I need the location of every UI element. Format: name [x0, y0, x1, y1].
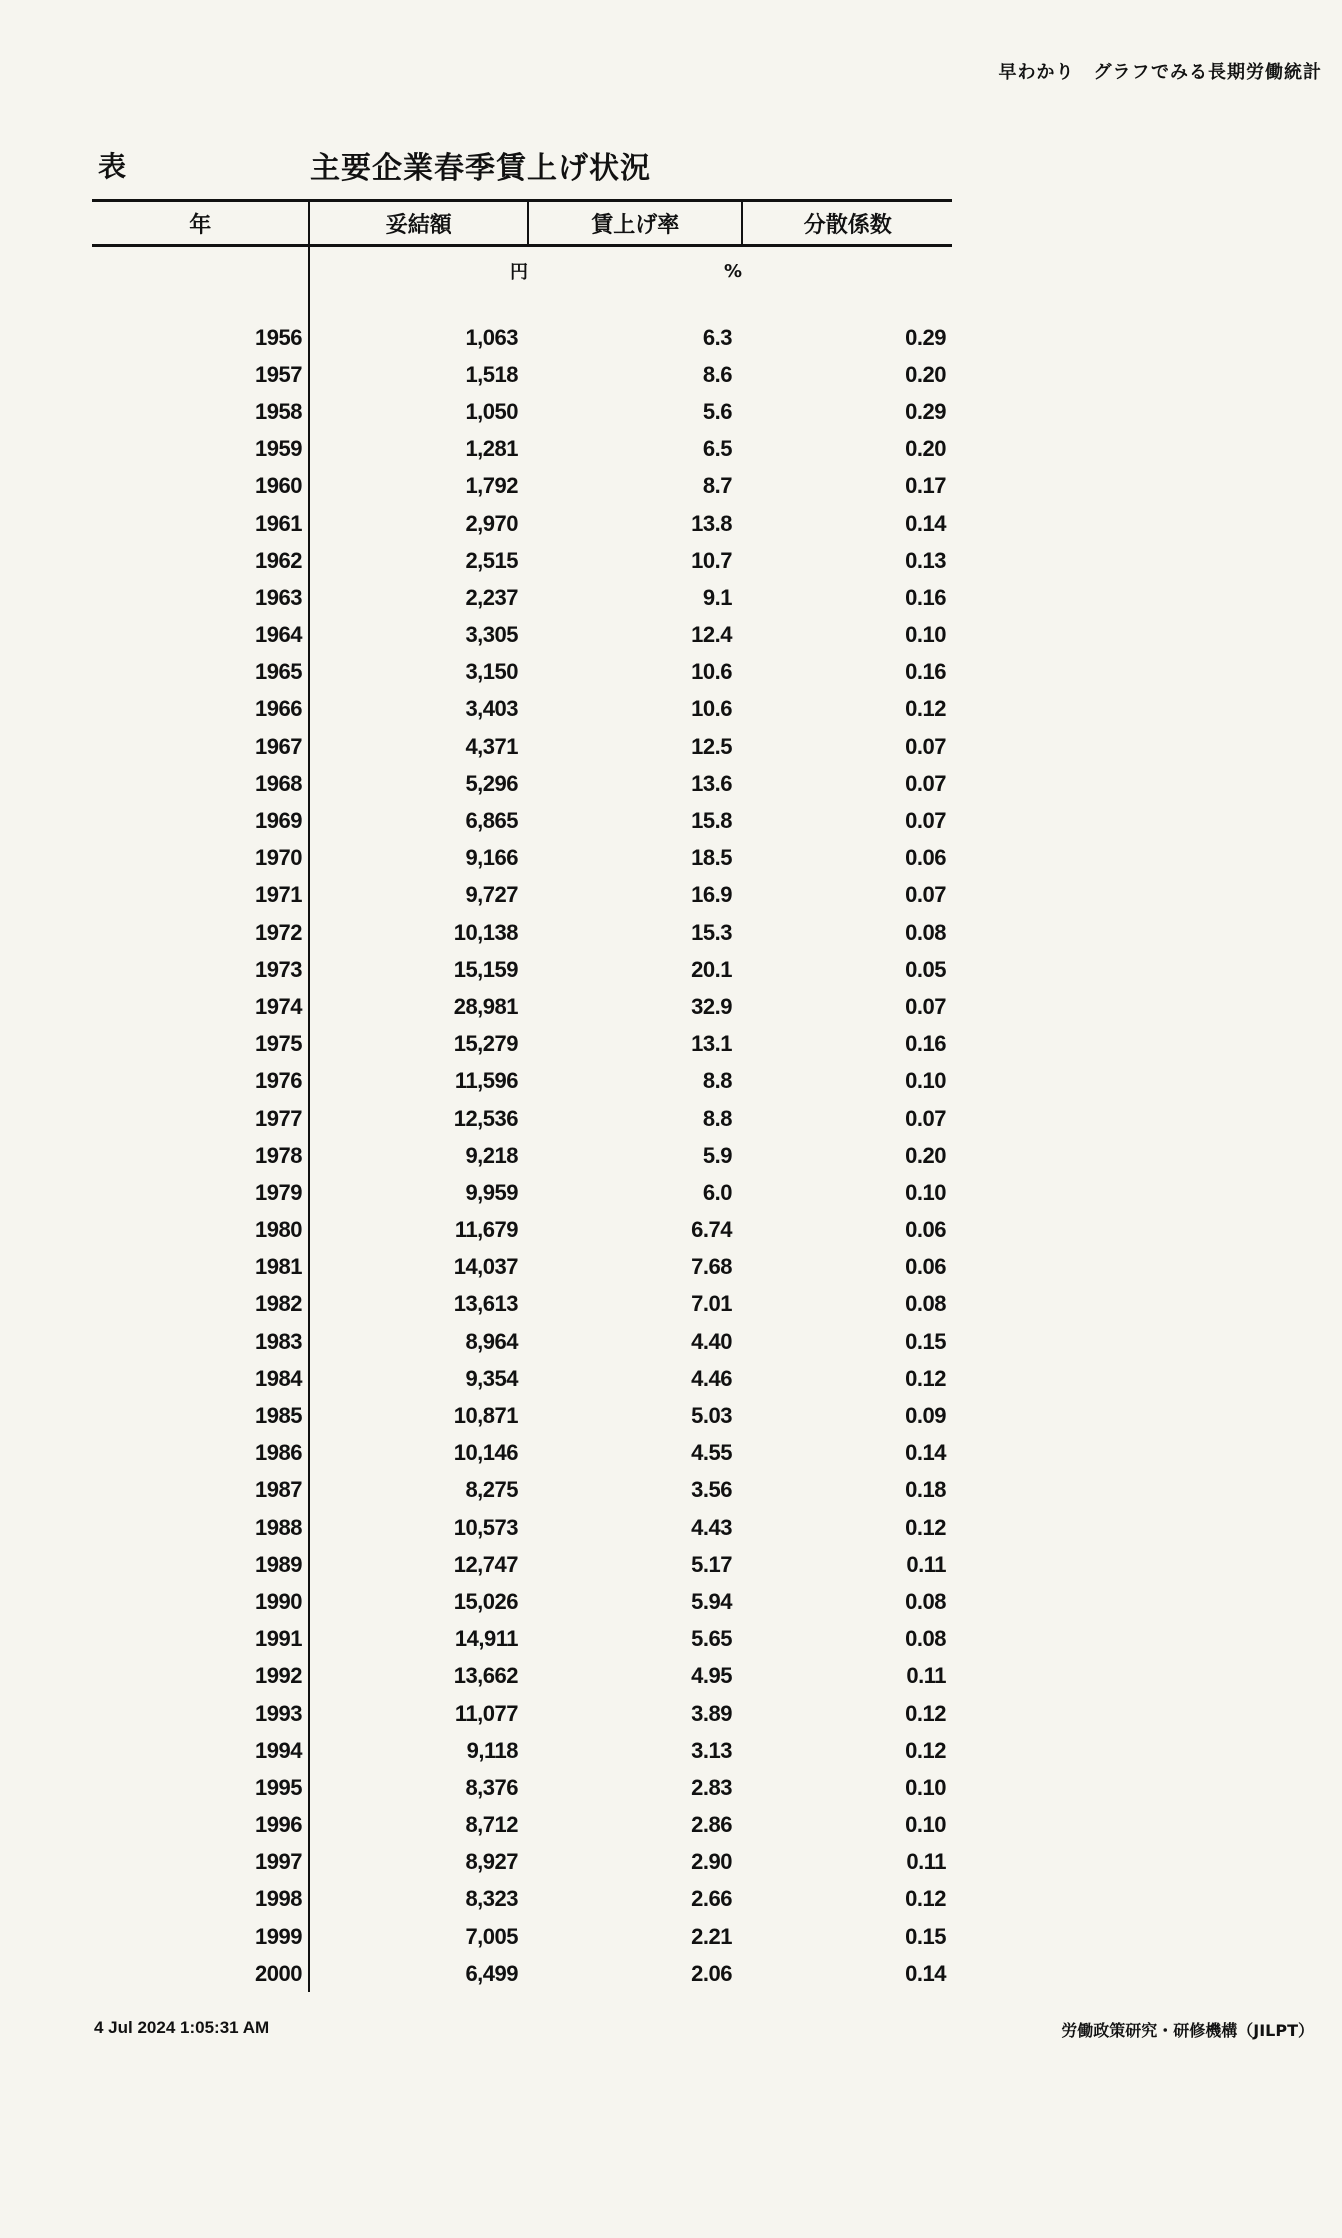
table-row — [92, 468, 952, 505]
cell-rate: 15.3 — [691, 919, 732, 945]
cell-rate: 16.9 — [691, 882, 732, 908]
cell-year: 1990 — [255, 1588, 302, 1614]
table-row — [92, 431, 952, 468]
cell-rate: 10.6 — [691, 659, 732, 685]
cell-dispersion: 0.13 — [905, 547, 946, 573]
cell-rate: 32.9 — [691, 993, 732, 1019]
cell-amount: 14,037 — [453, 1254, 518, 1280]
cell-dispersion: 0.07 — [905, 808, 946, 834]
cell-rate: 5.17 — [691, 1551, 732, 1577]
cell-rate: 10.6 — [691, 696, 732, 722]
cell-year: 1958 — [255, 398, 302, 424]
cell-rate: 9.1 — [702, 584, 732, 610]
cell-dispersion: 0.07 — [905, 993, 946, 1019]
cell-dispersion: 0.07 — [905, 882, 946, 908]
cell-dispersion: 0.07 — [905, 733, 946, 759]
cell-rate: 8.8 — [702, 1105, 732, 1131]
cell-rate: 4.46 — [691, 1365, 732, 1391]
cell-dispersion: 0.16 — [905, 1031, 946, 1057]
cell-rate: 8.6 — [702, 361, 732, 387]
cell-rate: 4.40 — [691, 1328, 732, 1354]
cell-amount: 1,518 — [465, 361, 518, 387]
column-header-amount: 妥結額 — [308, 202, 526, 244]
cell-dispersion: 0.06 — [905, 845, 946, 871]
cell-year: 1998 — [255, 1886, 302, 1912]
cell-amount: 9,354 — [465, 1365, 518, 1391]
cell-rate: 2.21 — [691, 1923, 732, 1949]
cell-year: 1966 — [255, 696, 302, 722]
cell-rate: 13.1 — [691, 1031, 732, 1057]
cell-amount: 12,536 — [453, 1105, 518, 1131]
cell-rate: 7.01 — [691, 1291, 732, 1317]
cell-amount: 10,871 — [453, 1403, 518, 1429]
cell-dispersion: 0.17 — [905, 473, 946, 499]
cell-dispersion: 0.10 — [905, 1812, 946, 1838]
cell-dispersion: 0.20 — [905, 361, 946, 387]
table-row — [92, 1063, 952, 1100]
table-title: 主要企業春季賃上げ状況 — [310, 151, 651, 186]
table-row — [92, 802, 952, 839]
cell-amount: 10,146 — [453, 1440, 518, 1466]
cell-dispersion: 0.05 — [905, 956, 946, 982]
cell-amount: 15,159 — [453, 956, 518, 982]
cell-rate: 6.74 — [691, 1217, 732, 1243]
cell-rate: 10.7 — [691, 547, 732, 573]
cell-rate: 5.94 — [691, 1588, 732, 1614]
cell-amount: 3,150 — [465, 659, 518, 685]
table-row — [92, 617, 952, 654]
cell-year: 1962 — [255, 547, 302, 573]
cell-dispersion: 0.14 — [905, 1440, 946, 1466]
cell-year: 1963 — [255, 584, 302, 610]
column-header-dispersion: 分散係数 — [741, 202, 952, 244]
cell-dispersion: 0.10 — [905, 1179, 946, 1205]
table-header-row — [92, 199, 952, 247]
cell-year: 1957 — [255, 361, 302, 387]
cell-rate: 12.4 — [691, 622, 732, 648]
table-row — [92, 1881, 952, 1918]
table-row — [92, 319, 952, 356]
cell-rate: 3.56 — [691, 1477, 732, 1503]
cell-year: 1964 — [255, 622, 302, 648]
cell-dispersion: 0.06 — [905, 1217, 946, 1243]
table-row — [92, 1397, 952, 1434]
cell-amount: 2,237 — [465, 584, 518, 610]
table-row — [92, 1955, 952, 1992]
cell-amount: 8,376 — [465, 1774, 518, 1800]
table-row — [92, 654, 952, 691]
cell-rate: 2.66 — [691, 1886, 732, 1912]
cell-amount: 6,865 — [465, 808, 518, 834]
table-row — [92, 1769, 952, 1806]
cell-rate: 7.68 — [691, 1254, 732, 1280]
table-row — [92, 356, 952, 393]
cell-year: 1974 — [255, 993, 302, 1019]
table-rows — [92, 295, 952, 1992]
cell-dispersion: 0.11 — [906, 1663, 946, 1689]
cell-year: 1981 — [255, 1254, 302, 1280]
table-row — [92, 1174, 952, 1211]
table-row — [92, 1435, 952, 1472]
cell-year: 1977 — [255, 1105, 302, 1131]
cell-amount: 10,138 — [453, 919, 518, 945]
cell-dispersion: 0.08 — [905, 1588, 946, 1614]
cell-amount: 6,499 — [465, 1960, 518, 1986]
table-row — [92, 1472, 952, 1509]
cell-year: 1985 — [255, 1403, 302, 1429]
cell-rate: 2.06 — [691, 1960, 732, 1986]
cell-dispersion: 0.18 — [905, 1477, 946, 1503]
cell-dispersion: 0.09 — [905, 1403, 946, 1429]
cell-year: 1993 — [255, 1700, 302, 1726]
cell-year: 1969 — [255, 808, 302, 834]
cell-dispersion: 0.12 — [905, 696, 946, 722]
cell-rate: 3.89 — [691, 1700, 732, 1726]
cell-year: 1960 — [255, 473, 302, 499]
table-label: 表 — [98, 150, 127, 183]
column-header-year: 年 — [189, 212, 212, 238]
cell-dispersion: 0.07 — [905, 770, 946, 796]
cell-dispersion: 0.11 — [906, 1551, 946, 1577]
cell-dispersion: 0.12 — [905, 1700, 946, 1726]
cell-amount: 7,005 — [465, 1923, 518, 1949]
cell-amount: 10,573 — [453, 1514, 518, 1540]
cell-amount: 9,166 — [465, 845, 518, 871]
cell-amount: 9,727 — [465, 882, 518, 908]
table-row — [92, 951, 952, 988]
table-row — [92, 1546, 952, 1583]
cell-year: 1987 — [255, 1477, 302, 1503]
cell-amount: 11,596 — [454, 1068, 518, 1094]
cell-dispersion: 0.10 — [905, 622, 946, 648]
unit-yen: 円 — [510, 262, 528, 283]
table-row — [92, 1360, 952, 1397]
cell-dispersion: 0.29 — [905, 398, 946, 424]
wage-table — [92, 199, 952, 1992]
cell-rate: 12.5 — [691, 733, 732, 759]
cell-amount: 1,063 — [465, 324, 518, 350]
table-row — [92, 1583, 952, 1620]
cell-year: 1980 — [255, 1217, 302, 1243]
cell-year: 1989 — [255, 1551, 302, 1577]
table-row — [92, 1137, 952, 1174]
cell-year: 1976 — [255, 1068, 302, 1094]
table-row — [92, 1658, 952, 1695]
cell-dispersion: 0.20 — [905, 1142, 946, 1168]
table-row — [92, 988, 952, 1025]
cell-rate: 4.95 — [691, 1663, 732, 1689]
cell-amount: 15,279 — [453, 1031, 518, 1057]
cell-dispersion: 0.08 — [905, 1291, 946, 1317]
table-row — [92, 1695, 952, 1732]
cell-amount: 9,218 — [465, 1142, 518, 1168]
cell-dispersion: 0.08 — [905, 1626, 946, 1652]
cell-rate: 5.65 — [691, 1626, 732, 1652]
cell-rate: 20.1 — [691, 956, 732, 982]
cell-amount: 8,927 — [465, 1849, 518, 1875]
cell-amount: 8,323 — [465, 1886, 518, 1912]
table-row — [92, 1026, 952, 1063]
units-row — [92, 247, 952, 295]
cell-year: 2000 — [255, 1960, 302, 1986]
cell-rate: 6.3 — [702, 324, 732, 350]
cell-dispersion: 0.14 — [905, 510, 946, 536]
table-row — [92, 1212, 952, 1249]
cell-year: 1991 — [255, 1626, 302, 1652]
cell-rate: 18.5 — [691, 845, 732, 871]
cell-year: 1972 — [255, 919, 302, 945]
cell-dispersion: 0.29 — [905, 324, 946, 350]
cell-amount: 13,662 — [453, 1663, 518, 1689]
table-row — [92, 728, 952, 765]
cell-year: 1959 — [255, 436, 302, 462]
cell-amount: 1,792 — [465, 473, 518, 499]
cell-year: 1988 — [255, 1514, 302, 1540]
cell-year: 1975 — [255, 1031, 302, 1057]
cell-year: 1984 — [255, 1365, 302, 1391]
cell-rate: 2.86 — [691, 1812, 732, 1838]
cell-amount: 8,712 — [465, 1812, 518, 1838]
cell-dispersion: 0.12 — [905, 1514, 946, 1540]
cell-amount: 3,403 — [465, 696, 518, 722]
unit-percent: % — [723, 260, 742, 282]
table-row — [92, 1918, 952, 1955]
cell-dispersion: 0.20 — [905, 436, 946, 462]
cell-dispersion: 0.12 — [905, 1365, 946, 1391]
cell-rate: 8.8 — [702, 1068, 732, 1094]
cell-year: 1986 — [255, 1440, 302, 1466]
cell-year: 1999 — [255, 1923, 302, 1949]
table-row — [92, 1732, 952, 1769]
cell-dispersion: 0.07 — [905, 1105, 946, 1131]
cell-rate: 2.83 — [691, 1774, 732, 1800]
table-row — [92, 691, 952, 728]
cell-rate: 5.6 — [702, 398, 732, 424]
cell-dispersion: 0.16 — [905, 659, 946, 685]
cell-rate: 13.6 — [691, 770, 732, 796]
cell-amount: 8,275 — [465, 1477, 518, 1503]
cell-year: 1956 — [255, 324, 302, 350]
cell-dispersion: 0.12 — [905, 1886, 946, 1912]
table-body — [92, 295, 952, 1992]
table-row — [92, 393, 952, 430]
cell-amount: 1,050 — [465, 398, 518, 424]
table-row — [92, 1807, 952, 1844]
cell-amount: 3,305 — [465, 622, 518, 648]
cell-dispersion: 0.12 — [905, 1737, 946, 1763]
cell-rate: 5.03 — [691, 1403, 732, 1429]
cell-year: 1978 — [255, 1142, 302, 1168]
cell-year: 1995 — [255, 1774, 302, 1800]
cell-rate: 5.9 — [702, 1142, 732, 1168]
cell-year: 1965 — [255, 659, 302, 685]
cell-year: 1982 — [255, 1291, 302, 1317]
table-row — [92, 765, 952, 802]
cell-rate: 13.8 — [691, 510, 732, 536]
cell-amount: 4,371 — [465, 733, 518, 759]
cell-year: 1992 — [255, 1663, 302, 1689]
cell-amount: 8,964 — [465, 1328, 518, 1354]
cell-dispersion: 0.15 — [905, 1328, 946, 1354]
cell-amount: 1,281 — [465, 436, 518, 462]
cell-year: 1971 — [255, 882, 302, 908]
cell-dispersion: 0.16 — [905, 584, 946, 610]
cell-year: 1968 — [255, 770, 302, 796]
footer-source: 労働政策研究・研修機構（JILPT） — [1061, 2021, 1314, 2040]
cell-year: 1970 — [255, 845, 302, 871]
cell-amount: 11,077 — [454, 1700, 518, 1726]
table-row — [92, 1621, 952, 1658]
cell-amount: 9,118 — [466, 1737, 518, 1763]
cell-amount: 15,026 — [453, 1588, 518, 1614]
table-row — [92, 579, 952, 616]
cell-rate: 6.5 — [702, 436, 732, 462]
cell-rate: 4.43 — [691, 1514, 732, 1540]
table-row — [92, 1509, 952, 1546]
cell-year: 1967 — [255, 733, 302, 759]
cell-amount: 11,679 — [454, 1217, 518, 1243]
cell-year: 1994 — [255, 1737, 302, 1763]
cell-year: 1997 — [255, 1849, 302, 1875]
cell-dispersion: 0.08 — [905, 919, 946, 945]
cell-dispersion: 0.06 — [905, 1254, 946, 1280]
cell-dispersion: 0.15 — [905, 1923, 946, 1949]
cell-amount: 2,970 — [465, 510, 518, 536]
cell-amount: 2,515 — [465, 547, 518, 573]
table-row — [92, 1100, 952, 1137]
cell-rate: 6.0 — [702, 1179, 732, 1205]
table-row — [92, 877, 952, 914]
cell-rate: 3.13 — [691, 1737, 732, 1763]
table-row — [92, 505, 952, 542]
cell-rate: 2.90 — [691, 1849, 732, 1875]
cell-dispersion: 0.14 — [905, 1960, 946, 1986]
cell-rate: 4.55 — [691, 1440, 732, 1466]
cell-amount: 12,747 — [453, 1551, 518, 1577]
cell-dispersion: 0.11 — [906, 1849, 946, 1875]
cell-year: 1979 — [255, 1179, 302, 1205]
cell-dispersion: 0.10 — [905, 1774, 946, 1800]
cell-rate: 8.7 — [702, 473, 732, 499]
cell-amount: 5,296 — [465, 770, 518, 796]
cell-year: 1973 — [255, 956, 302, 982]
table-row — [92, 1286, 952, 1323]
cell-rate: 15.8 — [691, 808, 732, 834]
cell-year: 1983 — [255, 1328, 302, 1354]
cell-year: 1996 — [255, 1812, 302, 1838]
cell-amount: 9,959 — [465, 1179, 518, 1205]
table-row — [92, 840, 952, 877]
table-row — [92, 914, 952, 951]
cell-dispersion: 0.10 — [905, 1068, 946, 1094]
cell-amount: 14,911 — [454, 1626, 518, 1652]
page-header: 早わかり グラフでみる長期労働統計 — [998, 62, 1322, 83]
cell-amount: 13,613 — [453, 1291, 518, 1317]
table-row — [92, 542, 952, 579]
footer-timestamp: 4 Jul 2024 1:05:31 AM — [94, 2018, 270, 2037]
table-row — [92, 1844, 952, 1881]
cell-amount: 28,981 — [453, 993, 518, 1019]
year-column-divider — [308, 247, 310, 1992]
cell-year: 1961 — [255, 510, 302, 536]
table-row — [92, 1249, 952, 1286]
column-header-rate: 賃上げ率 — [527, 202, 742, 244]
table-row — [92, 1323, 952, 1360]
